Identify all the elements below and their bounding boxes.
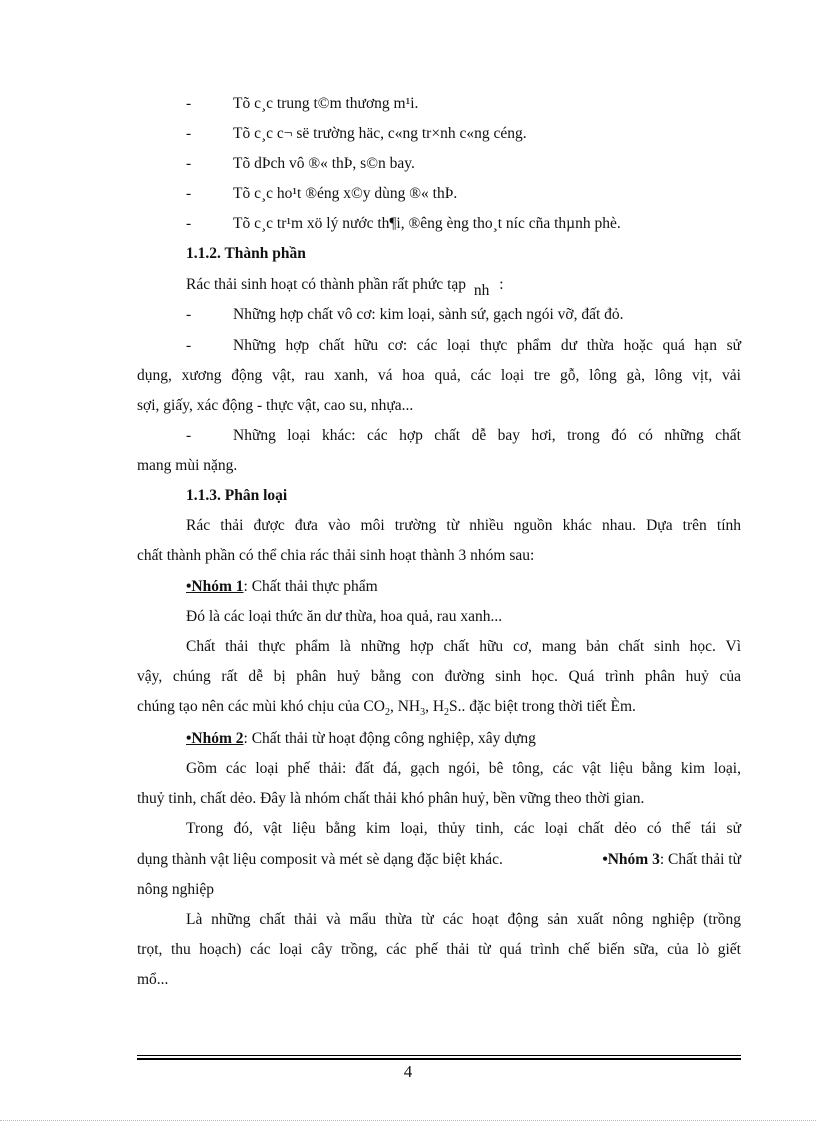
page-number: 4 (403, 1062, 413, 1081)
paragraph-line: thuỷ tinh, chất dẻo. Đây là nhóm chất thải khó phân huỷ, bền vững theo thời gian. (137, 790, 645, 807)
paragraph-line: mổ... (137, 971, 169, 988)
paragraph-text: Rác thải sinh hoạt có thành phần rất phức tạp (186, 276, 466, 293)
paragraph-line: chất thành phần có thể chia rác thải sinh hoạt thành 3 nhóm sau: (137, 547, 535, 564)
bullet-item: Tõ c¸c trung t©m thương m¹i. (233, 95, 419, 112)
subscript: 2 (444, 707, 450, 719)
paragraph-line: Chất thải thực phẩm là những hợp chất hữu cơ, mang bản chất sinh học. Vì (186, 638, 741, 655)
paragraph-line: Rác thải được đưa vào môi trường từ nhiều nguồn khác nhau. Dựa trên tính (186, 517, 741, 534)
section-heading: 1.1.3. Phân loại (186, 487, 288, 504)
paragraph-line (137, 850, 741, 870)
paragraph-line: dụng, xương động vật, rau xanh, vá hoa quả, các loại tre gỗ, lông gà, lông vịt, vải (137, 367, 741, 384)
footer-rule (137, 1055, 741, 1056)
bullet-item: Tõ c¸c c¬ së trường häc, c«ng tr×nh c«ng céng. (233, 125, 527, 142)
bullet-item: Những loại khác: các hợp chất dễ bay hơi, trong đó có những chất (233, 427, 741, 444)
paragraph-text: : (499, 276, 504, 293)
text-run: chúng tạo nên các mùi khó chịu của CO (137, 698, 385, 715)
stray-text: nh (473, 282, 490, 299)
bullet-dash: - (186, 306, 192, 323)
bullet-dash: - (186, 155, 192, 172)
group-title: : Chất thải thực phẩm (243, 578, 378, 595)
bullet-dash: - (186, 95, 192, 112)
text-run: , H (425, 698, 445, 715)
paragraph-line: mang mùi nặng. (137, 457, 238, 474)
bullet-dash: - (186, 427, 192, 444)
text-run: , NH (389, 698, 421, 715)
paragraph-line: Đó là các loại thức ăn dư thừa, hoa quả, rau xanh... (186, 608, 503, 625)
bullet-item: Những hợp chất hữu cơ: các loại thực phẩm dư thừa hoặc quá hạn sử (233, 337, 741, 354)
bullet-item: Tõ c¸c ho¹t ®éng x©y dùng ®« thÞ. (233, 185, 458, 202)
group-heading (186, 577, 378, 597)
paragraph-line: trọt, thu hoạch) các loại cây trồng, các phế thải từ quá trình chế biến sữa, của lò giết (137, 941, 741, 958)
text-run: dụng thành vật liệu composit và mét sè dạng đặc biệt khác. (137, 851, 503, 868)
paragraph-line (186, 275, 504, 299)
paragraph-line: Trong đó, vật liệu bằng kim loại, thủy tinh, các loại chất dẻo có thể tái sử (186, 820, 741, 837)
bullet-item: Tõ c¸c tr¹m xö lý nước th¶i, ®êng èng tho¸t níc cña thµnh phè. (233, 215, 621, 232)
paragraph-line: Là những chất thải và mẩu thừa từ các hoạt động sản xuất nông nghiệp (trồng (186, 911, 741, 928)
bullet-item: Những hợp chất vô cơ: kim loại, sành sứ, gạch ngói vỡ, đất đỏ. (233, 306, 624, 323)
bullet-dash: - (186, 215, 192, 232)
footer-rule (137, 1058, 741, 1060)
group-label: •Nhóm 1 (186, 578, 244, 595)
bullet-dash: - (186, 337, 192, 354)
paragraph-line: sợi, giấy, xác động - thực vật, cao su, nhựa... (137, 397, 414, 414)
group-title: : Chất thải từ (659, 851, 741, 868)
group-heading (186, 729, 536, 749)
page-edge (0, 1120, 816, 1121)
section-heading: 1.1.2. Thành phần (186, 245, 306, 262)
text-run: S.. đặc biệt trong thời tiết Èm. (449, 698, 636, 715)
bullet-dash: - (186, 125, 192, 142)
bullet-dash: - (186, 185, 192, 202)
subscript: 3 (420, 707, 426, 719)
paragraph-line (137, 697, 636, 723)
subscript: 2 (384, 707, 390, 719)
paragraph-line: vậy, chúng rất dễ bị phân huỷ bằng con đường sinh học. Quá trình phân huỷ của (137, 668, 741, 685)
group-heading (602, 850, 741, 870)
group-label: •Nhóm 2 (186, 730, 244, 747)
paragraph-line: Gồm các loại phế thải: đất đá, gạch ngói, bê tông, các vật liệu bằng kim loại, (186, 760, 741, 777)
group-label: •Nhóm 3 (602, 851, 660, 868)
bullet-item: Tõ dÞch vô ®« thÞ, s©n bay. (233, 155, 415, 172)
group-title: : Chất thải từ hoạt động công nghiệp, xây dựng (243, 730, 536, 747)
paragraph-line: nông nghiệp (137, 881, 215, 898)
